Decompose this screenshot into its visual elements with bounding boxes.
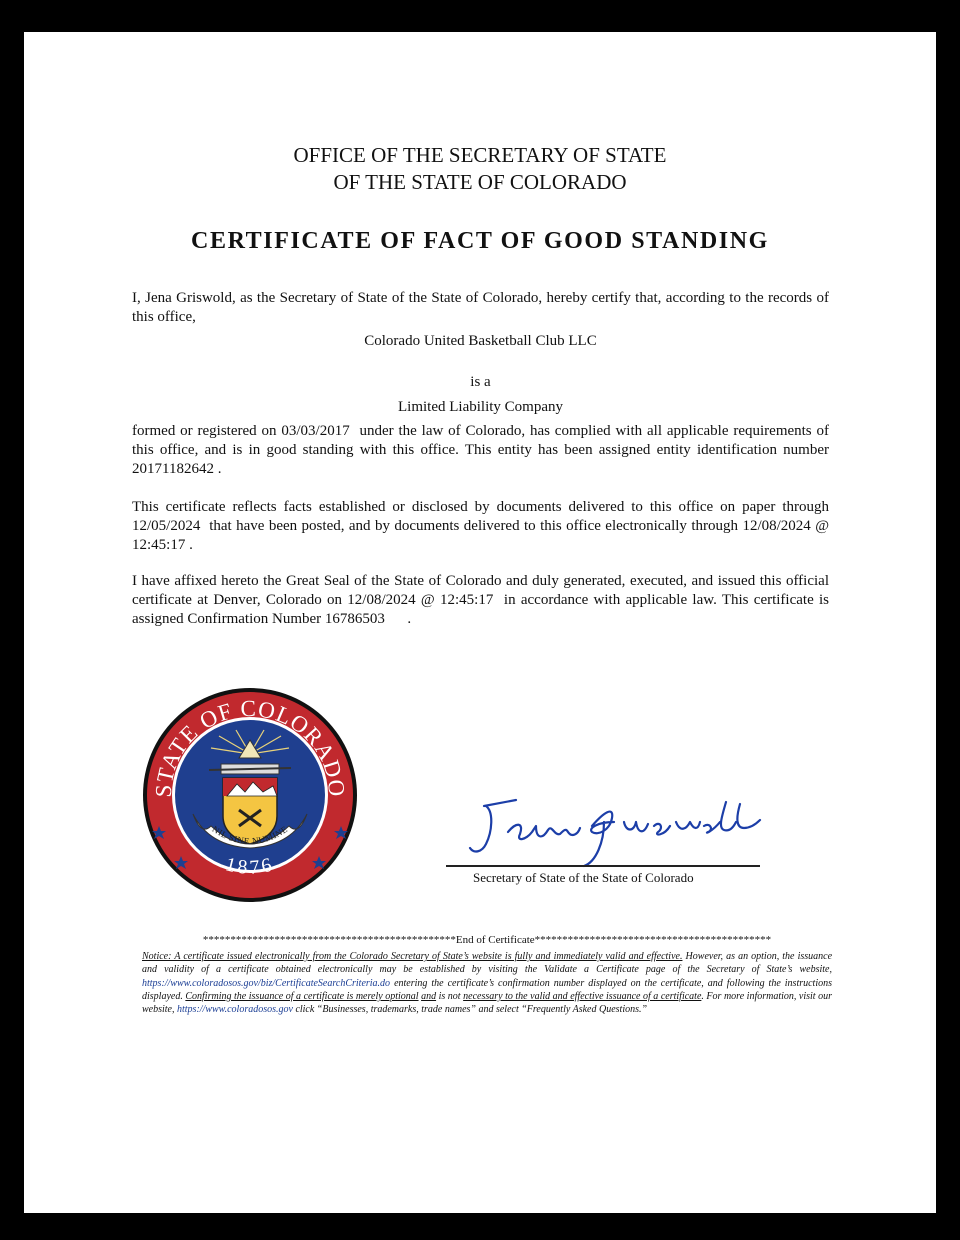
is-a-text: is a <box>470 374 491 390</box>
end-stars-left: ********************************************** <box>202 934 456 946</box>
website-link[interactable]: https://www.coloradosos.gov <box>177 1004 293 1016</box>
notice-underlined: Notice: A certificate issued electronically from the Colorado Secretary of State’s website is fully and immediately valid and effective. <box>142 951 683 962</box>
secretary-signature <box>464 792 794 872</box>
intro-paragraph: I, Jena Griswold, as the Secretary of State of the State of Colorado, hereby certify that, according to the records of this office, <box>132 290 829 325</box>
notice-part2: However, as an option, the issuance and validity of a certificate obtained electronically may be established by visiting the Validate a Certificate page of the Secretary of State’s website, <box>142 951 833 976</box>
formed-paragraph <box>132 422 829 479</box>
not-necessary-underlined: necessary to the valid and effective issuance of a certificate <box>463 990 702 1002</box>
end-of-certificate-line <box>142 934 832 946</box>
issue-time: 12:45:17 <box>440 592 494 608</box>
electronic-through-date: 12/08/2024 <box>742 518 811 534</box>
end-stars-right: ******************************************* <box>534 934 772 946</box>
formed-prefix: formed or registered on <box>132 423 277 439</box>
affixed-middle: in accordance with applicable law. This certificate is assigned Confirmation Number <box>132 592 830 627</box>
electronic-through-time: 12:45:17 <box>132 537 186 553</box>
reflects-suffix: . <box>189 537 193 553</box>
seal-year: 1876 <box>223 853 277 879</box>
at-sign: @ <box>420 592 435 608</box>
click-instructions: click “Businesses, trademarks, trade names” and select “Frequently Asked Questions.” <box>295 1004 648 1016</box>
paper-through-date: 12/05/2024 <box>132 518 201 534</box>
formation-date: 03/03/2017 <box>281 423 350 439</box>
formed-middle: under the law of Colorado, has complied with all applicable requirements of this office, and is in good standing with this office. This entity has been assigned entity identification number <box>132 423 829 458</box>
certificate-page <box>24 32 936 1213</box>
affixed-suffix: . <box>407 611 412 627</box>
formed-suffix: . <box>217 461 222 477</box>
certificate-title: CERTIFICATE OF FACT OF GOOD STANDING <box>191 228 769 254</box>
office-header-line2: OF THE STATE OF COLORADO <box>333 170 627 194</box>
reflects-paragraph <box>132 498 829 555</box>
validity-notice <box>142 950 832 1016</box>
signature-line <box>446 865 760 867</box>
entity-id-number: 20171182642 <box>132 461 214 477</box>
seal-motto: NIL SINE NUMINE <box>210 823 290 847</box>
confirmation-number: 16786503 <box>324 611 385 627</box>
seal-ring-text: STATE OF COLORADO <box>150 695 350 799</box>
notice-part3: entering the certificate’s confirmation number displayed on the certificate, and following the instructions displayed. <box>142 977 832 1002</box>
affixed-prefix: I have affixed hereto the Great Seal of the State of Colorado and duly generated, executed, and issued this official certificate at Denver, Colorado on <box>132 573 829 608</box>
and-text: and <box>421 990 437 1002</box>
reflects-prefix: This certificate reflects facts established or disclosed by documents delivered to this office on paper through <box>132 499 829 515</box>
optional-underlined: Confirming the issuance of a certificate is merely optional <box>185 990 419 1002</box>
validate-certificate-link[interactable]: https://www.coloradosos.gov/biz/CertificateSearchCriteria.do <box>142 977 391 989</box>
signature-caption: Secretary of State of the State of Colorado <box>473 870 694 885</box>
entity-type: Limited Liability Company <box>398 399 563 415</box>
at-sign: @ <box>815 518 830 534</box>
is-not-text: is not <box>438 990 461 1002</box>
more-info-text: . For more information, visit our website, <box>142 990 833 1016</box>
entity-name: Colorado United Basketball Club LLC <box>364 333 597 349</box>
colorado-state-seal <box>141 686 359 904</box>
office-header-line1: OFFICE OF THE SECRETARY OF STATE <box>293 143 667 167</box>
issue-date: 12/08/2024 <box>347 592 416 608</box>
affixed-paragraph <box>132 572 829 629</box>
reflects-middle: that have been posted, and by documents delivered to this office electronically through <box>209 518 739 534</box>
end-of-certificate-label: End of Certificate <box>455 934 535 946</box>
